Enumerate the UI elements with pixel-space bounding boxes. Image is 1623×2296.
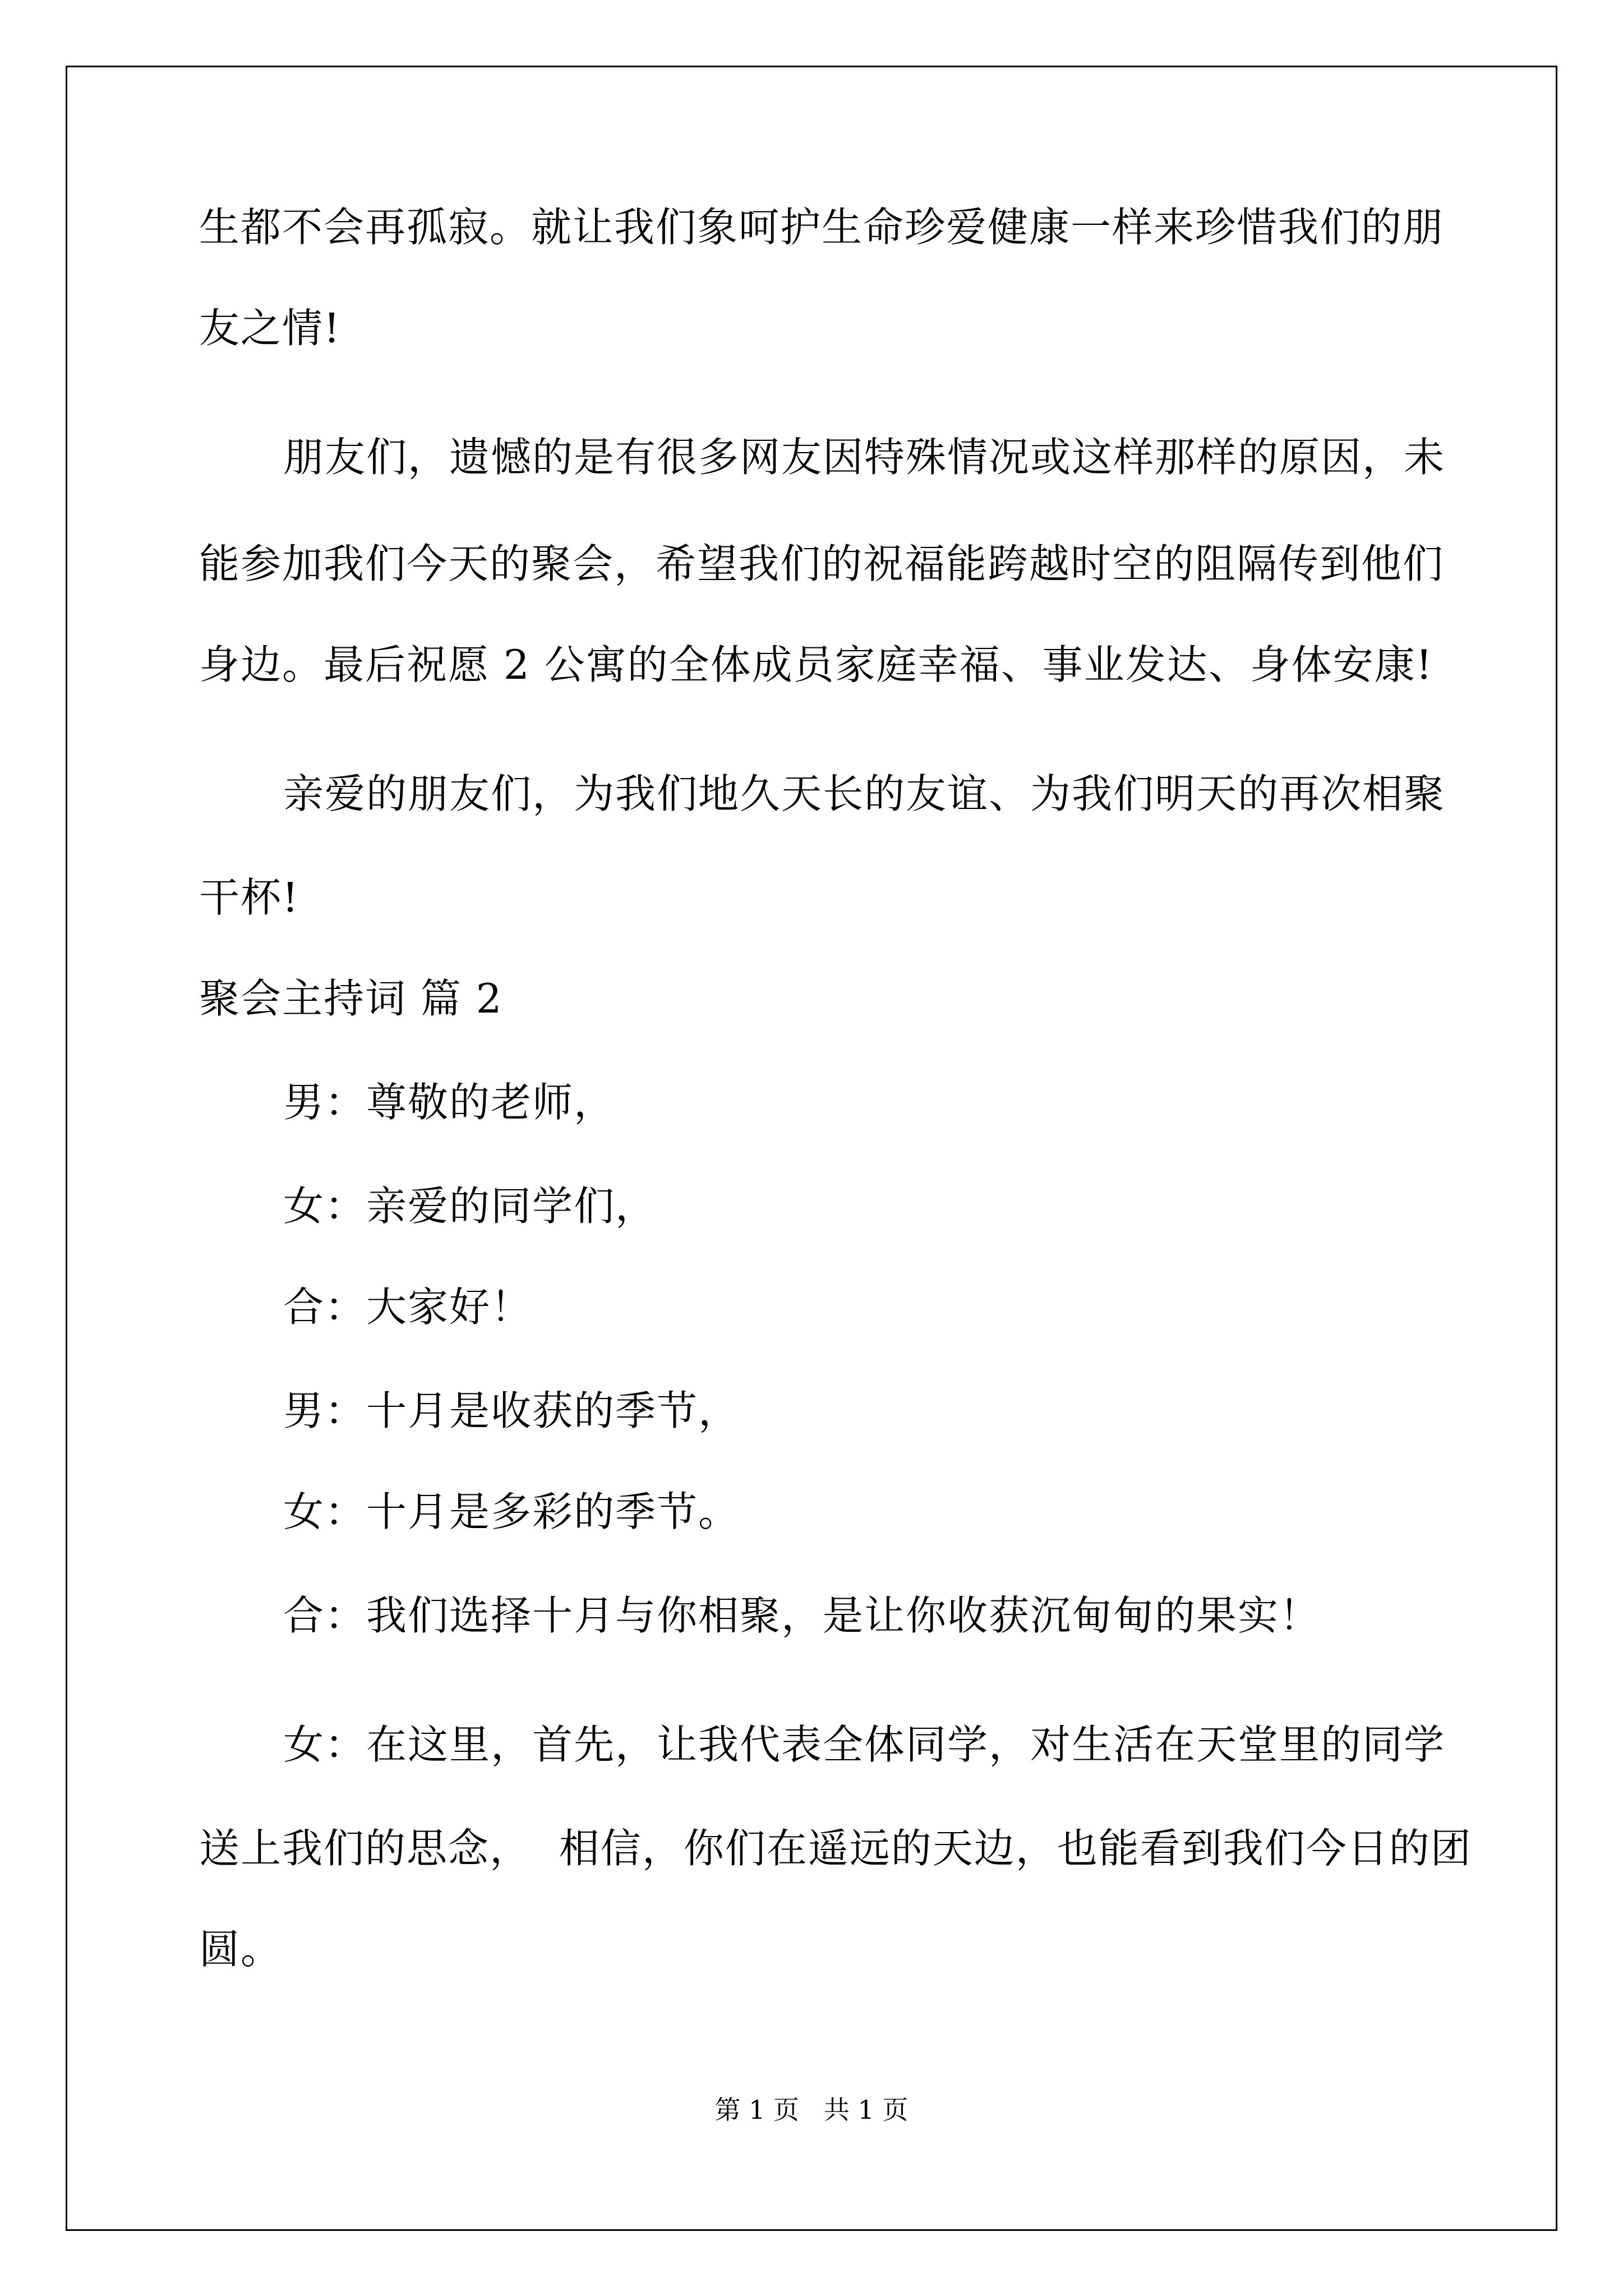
text-line: 干杯! — [199, 874, 299, 921]
text-line: 身边。最后祝愿 2 公寓的全体成员家庭幸福、事业发达、身体安康! — [199, 641, 1433, 688]
dialogue-line: 男：尊敬的老师， — [283, 1079, 616, 1126]
text-line: 亲爱的朋友们，为我们地久天长的友谊、为我们明天的再次相聚 — [283, 770, 1446, 817]
text-line: 朋友们，遗憾的是有很多网友因特殊情况或这样那样的原因，未 — [283, 434, 1446, 481]
text-line: 生都不会再孤寂。就让我们象呵护生命珍爱健康一样来珍惜我们的朋 — [199, 204, 1445, 251]
section-heading: 聚会主持词 篇 2 — [199, 975, 503, 1022]
dialogue-line: 女：十月是多彩的季节。 — [283, 1488, 740, 1535]
page-number-footer: 第 1 页 共 1 页 — [714, 2095, 909, 2125]
text-line: 能参加我们今天的聚会，希望我们的祝福能跨越时空的阻隔传到他们 — [199, 540, 1445, 587]
page-border — [66, 66, 1557, 2231]
dialogue-line: 合：我们选择十月与你相聚，是让你收获沉甸甸的果实！ — [283, 1592, 1321, 1639]
dialogue-line: 男：十月是收获的季节， — [283, 1387, 740, 1434]
text-line: 友之情! — [199, 305, 341, 352]
dialogue-line: 女：亲爱的同学们， — [283, 1182, 657, 1230]
dialogue-line: 合：大家好！ — [283, 1283, 533, 1331]
text-line: 圆。 — [199, 1926, 283, 1973]
dialogue-line: 女：在这里，首先，让我代表全体同学，对生活在天堂里的同学 — [283, 1721, 1446, 1768]
text-line: 送上我们的思念， 相信，你们在遥远的天边，也能看到我们今日的团 — [199, 1825, 1472, 1872]
